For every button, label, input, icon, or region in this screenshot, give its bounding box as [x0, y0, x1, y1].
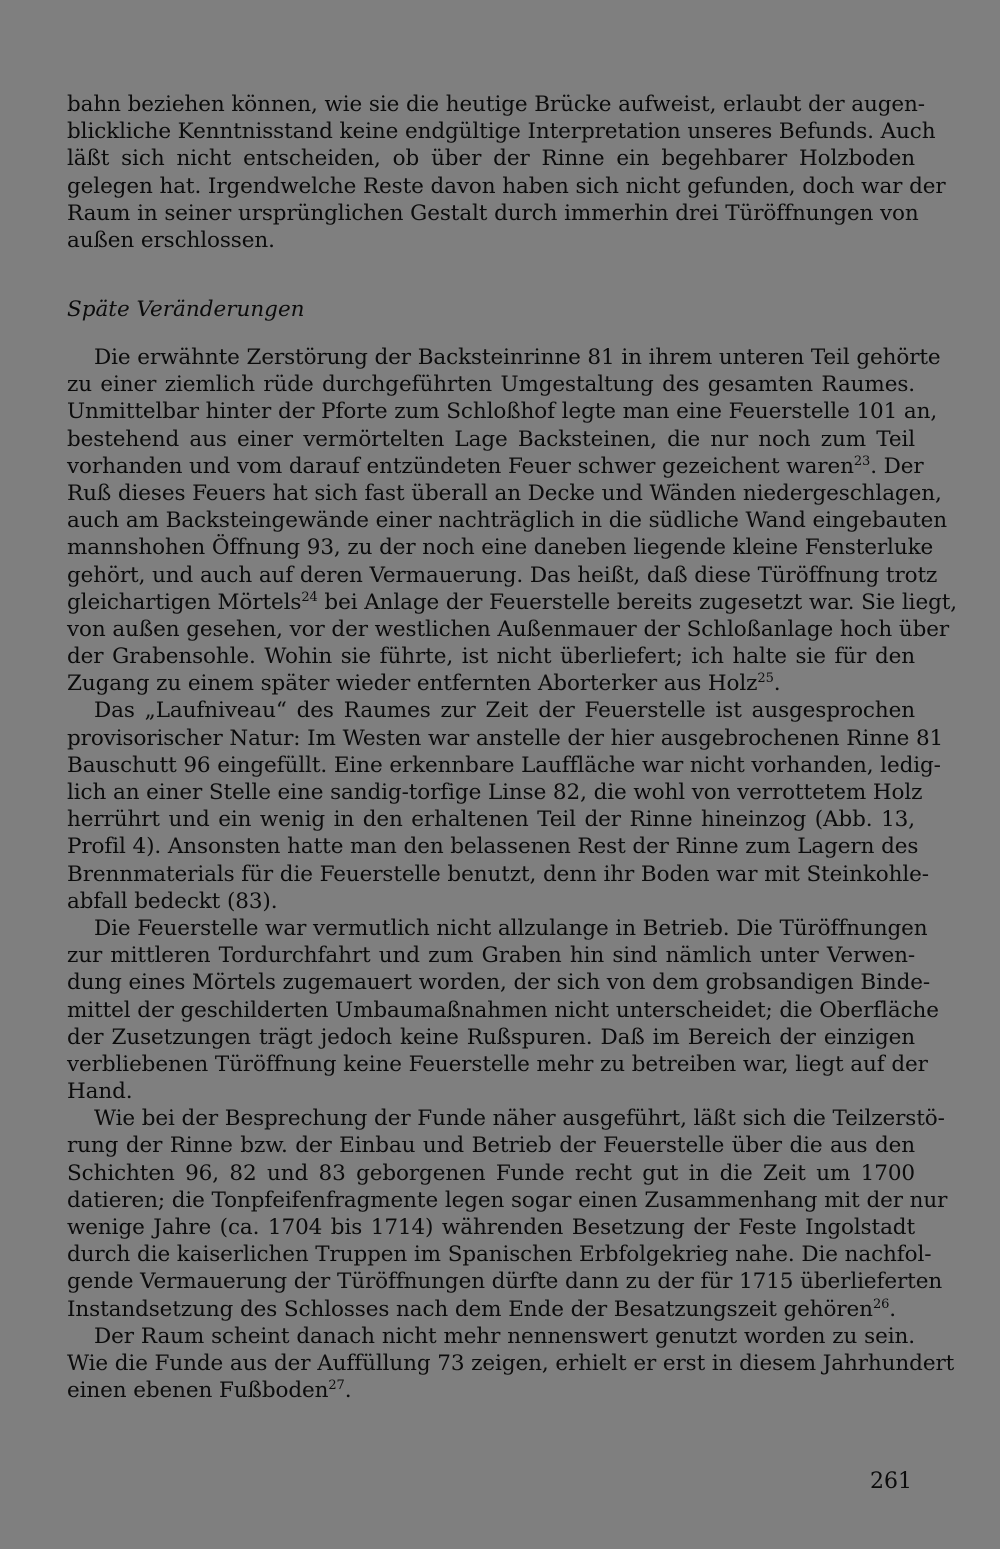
line-text: Wie bei der Besprechung der Funde näher ausgeführt, läßt sich die Teilzerstö-	[94, 1106, 945, 1132]
text-line	[67, 589, 958, 616]
text-line	[67, 1377, 915, 1404]
line-text: provisorischer Natur: Im Westen war anstelle der hier ausgebrochenen Rinne 81	[67, 725, 944, 751]
text-line	[67, 752, 941, 779]
text-line	[67, 145, 915, 172]
text-line	[67, 1214, 915, 1241]
text-line	[67, 1268, 943, 1295]
line-text: mannshohen Öffnung 93, zu der noch eine daneben liegende kleine Fensterluke	[67, 535, 934, 561]
line-text: Der Raum scheint danach nicht mehr nennenswert genutzt worden zu sein.	[94, 1323, 915, 1349]
line-text: wenige Jahre (ca. 1704 bis 1714) währenden Besetzung der Feste Ingolstadt	[67, 1215, 915, 1240]
text-line	[67, 426, 915, 453]
text-line	[67, 1051, 928, 1078]
line-text: lich an einer Stelle eine sandig-torfige Linse 82, die wohl von verrottetem Holz	[67, 780, 923, 805]
text-line	[67, 1323, 915, 1350]
line-text-continued: .	[889, 1296, 897, 1322]
text-line	[67, 861, 929, 888]
text-line	[67, 915, 928, 942]
line-text: mittel der geschilderten Umbaumaßnahmen nicht unterscheidet; die Oberfläche	[67, 997, 939, 1023]
line-text-continued: bei Anlage der Feuerstelle bereits zugesetzt war. Sie liegt,	[317, 589, 958, 615]
line-text: Wie die Funde aus der Auffüllung 73 zeigen, erhielt er erst in diesem Jahrhundert	[67, 1350, 955, 1376]
line-text: Profil 4). Ansonsten hatte man den belassenen Rest der Rinne zum Lagern des	[67, 834, 919, 860]
section-heading: Späte Veränderungen	[67, 297, 305, 322]
text-line	[67, 398, 938, 425]
line-text: Die erwähnte Zerstörung der Backsteinrinne 81 in ihrem unteren Teil gehörte	[94, 345, 941, 370]
text-line	[67, 91, 925, 118]
text-line	[67, 344, 941, 371]
text-line	[67, 507, 947, 534]
line-text: abfall bedeckt (83).	[67, 888, 278, 914]
text-line	[67, 670, 915, 697]
line-text: zu einer ziemlich rüde durchgeführten Umgestaltung des gesamten Raumes.	[67, 372, 915, 398]
line-text: datieren; die Tonpfeifenfragmente legen sogar einen Zusammenhang mit der nur	[67, 1187, 948, 1213]
text-line	[67, 1132, 915, 1159]
text-line	[67, 779, 923, 806]
line-text: blickliche Kenntnisstand keine endgültige Interpretation unseres Befunds. Auch	[67, 119, 936, 145]
text-line	[67, 118, 936, 145]
line-text: vorhanden und vom darauf entzündeten Feuer schwer gezeichent waren	[67, 453, 854, 479]
line-text: gende Vermauerung der Türöffnungen dürfte dann zu der für 1715 überlieferten	[67, 1269, 943, 1295]
text-line	[67, 725, 944, 752]
line-text: einen ebenen Fußboden	[67, 1378, 329, 1404]
text-line	[67, 1160, 915, 1187]
line-text: Hand.	[67, 1079, 133, 1105]
line-text: zur mittleren Tordurchfahrt und zum Graben hin sind nämlich unter Verwen-	[67, 943, 915, 969]
text-line	[67, 173, 946, 200]
line-text: Bauschutt 96 eingefüllt. Eine erkennbare Lauffläche war nicht vorhanden, ledig-	[67, 752, 941, 778]
line-text: gehört, und auch auf deren Vermauerung. Das heißt, daß diese Türöffnung trotz	[67, 562, 938, 588]
line-text: außen erschlossen.	[67, 227, 275, 253]
text-line	[67, 806, 915, 833]
text-line	[67, 1241, 932, 1268]
text-line	[67, 997, 939, 1024]
body-text	[67, 344, 958, 1404]
text-line	[67, 480, 942, 507]
line-text: durch die kaiserlichen Truppen im Spanischen Erbfolgekrieg nahe. Die nachfol-	[67, 1242, 932, 1268]
line-text: rung der Rinne bzw. der Einbau und Betrieb der Feuerstelle über die aus den	[67, 1133, 915, 1159]
text-line	[67, 200, 919, 227]
line-text: auch am Backsteingewände einer nachträglich in die südliche Wand eingebauten	[67, 508, 947, 534]
line-text: Ruß dieses Feuers hat sich fast überall an Decke und Wänden niedergeschlagen,	[67, 480, 942, 506]
text-line	[67, 1024, 915, 1051]
footnote-ref: 27	[328, 1378, 345, 1394]
line-text: Brennmaterials für die Feuerstelle benutzt, denn ihr Boden war mit Steinkohle-	[67, 861, 929, 887]
text-line	[67, 227, 915, 254]
line-text-continued: .	[344, 1378, 352, 1404]
page-number: 261	[870, 1469, 912, 1494]
line-text: Instandsetzung des Schlosses nach dem Ende der Besatzungszeit gehören	[67, 1296, 873, 1322]
text-line	[67, 1187, 948, 1214]
line-text: von außen gesehen, vor der westlichen Außenmauer der Schloßanlage hoch über	[67, 616, 950, 642]
text-line	[67, 833, 919, 860]
text-line	[67, 562, 938, 589]
footnote-ref: 26	[872, 1296, 890, 1312]
footnote-ref: 25	[757, 671, 774, 687]
line-text: Die Feuerstelle war vermutlich nicht allzulange in Betrieb. Die Türöffnungen	[94, 915, 928, 941]
line-text: dung eines Mörtels zugemauert worden, der sich von dem grobsandigen Binde-	[67, 970, 931, 996]
text-line	[67, 1296, 915, 1323]
line-text: der Zusetzungen trägt jedoch keine Rußspuren. Daß im Bereich der einzigen	[67, 1024, 915, 1050]
text-line	[67, 453, 924, 480]
line-text: Raum in seiner ursprünglichen Gestalt durch immerhin drei Türöffnungen von	[67, 200, 919, 226]
text-line	[67, 969, 931, 996]
line-text: Das „Laufniveau“ des Raumes zur Zeit der Feuerstelle ist ausgesprochen	[94, 698, 915, 724]
text-line	[67, 534, 934, 561]
line-text: Unmittelbar hinter der Pforte zum Schloßhof legte man eine Feuerstelle 101 an,	[67, 399, 938, 425]
line-text: gleichartigen Mörtels	[67, 589, 302, 615]
text-line	[67, 1078, 915, 1105]
line-text: gelegen hat. Irgendwelche Reste davon haben sich nicht gefunden, doch war der	[67, 173, 946, 199]
line-text: bestehend aus einer vermörtelten Lage Backsteinen, die nur noch zum Teil	[67, 426, 915, 452]
line-text: der Grabensohle. Wohin sie führte, ist nicht überliefert; ich halte sie für den	[67, 644, 915, 670]
text-line	[67, 371, 915, 398]
intro-paragraph	[67, 91, 946, 254]
footnote-ref: 24	[301, 589, 318, 605]
line-text: läßt sich nicht entscheiden, ob über der Rinne ein begehbarer Holzboden	[67, 146, 915, 172]
text-line	[67, 697, 915, 724]
line-text: verbliebenen Türöffnung keine Feuerstelle mehr zu betreiben war, liegt auf der	[67, 1051, 928, 1077]
text-line	[67, 616, 950, 643]
line-text: herrührt und ein wenig in den erhaltenen Teil der Rinne hineinzog (Abb. 13,	[67, 807, 915, 833]
line-text: bahn beziehen können, wie sie die heutige Brücke aufweist, erlaubt der augen-	[67, 92, 925, 117]
text-line	[67, 888, 915, 915]
text-line	[67, 1105, 945, 1132]
line-text: Schichten 96, 82 und 83 geborgenen Funde recht gut in die Zeit um 1700	[67, 1160, 915, 1186]
footnote-ref: 23	[853, 453, 871, 469]
line-text-continued: . Der	[870, 453, 924, 479]
text-line	[67, 1350, 955, 1377]
line-text-continued: .	[773, 671, 781, 697]
text-line	[67, 942, 915, 969]
text-line	[67, 643, 915, 670]
line-text: Zugang zu einem später wieder entfernten Aborterker aus Holz	[67, 671, 758, 697]
